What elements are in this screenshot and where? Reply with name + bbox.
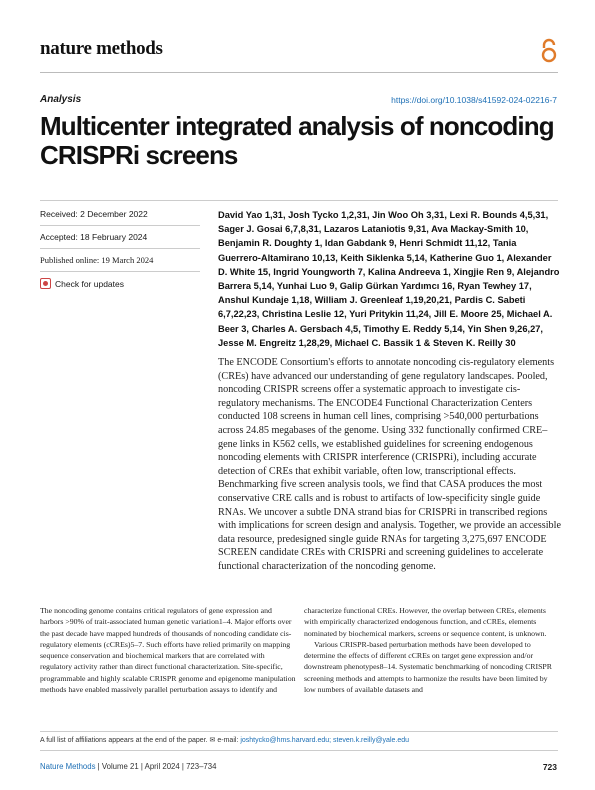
body-paragraph: Various CRISPR-based perturbation methods have been developed to determine the effects of different cCREs on target gene expression and/or downstream phenotypes8–14. Systematic benchmarking of noncoding CRISPR screening methods and attempts to harmonize the results have been limited by low numbers of available datasets and [304, 639, 552, 695]
affiliations-footnote [40, 736, 409, 744]
email-links[interactable]: joshtycko@hms.harvard.edu; steven.k.reilly@yale.edu [240, 737, 410, 744]
citation-line [40, 762, 216, 771]
body-column-right [304, 605, 560, 695]
dates-divider [40, 200, 558, 201]
check-updates-icon [40, 278, 51, 289]
citation-details: | Volume 21 | April 2024 | 723–734 [95, 762, 217, 771]
footnote-divider [40, 731, 558, 732]
check-updates-label: Check for updates [55, 278, 124, 289]
article-title: Multicenter integrated analysis of noncoding CRISPRi screens [40, 111, 554, 170]
abstract: The ENCODE Consortium's efforts to annotate noncoding cis-regulatory elements (CREs) have advanced our understanding of gene regulatory landscapes. Pooled, noncoding CRISPR screens offer a systematic approach to investigate cis-regulatory mechanisms. The ENCODE4 Functional Characterization Centers conducted 108 screens in human cell lines, comprising >540,000 perturbations across 24.85 megabases of the genome. Using 332 functionally confirmed CRE–gene links in K562 cells, we established guidelines for screening endogenous noncoding elements with CRISPR interference (CRISPRi), including accurate detection of CREs that exhibit variable, often low, transcriptional effects. Benchmarking five screen analysis tools, we find that CASA produces the most conservative CRE calls and is robust to artifacts of low-specificity single guide RNAs. We uncover a subtle DNA strand bias for CRISPRi in transcribed regions with implications for screen design and analysis. Together, we provide an accessible data resource, predesigned single guide RNAs for targeting 3,275,697 ENCODE SCREEN candidate CREs with CRISPRi and screening guidelines to accelerate functional characterization of the noncoding genome. [218, 357, 561, 572]
body-paragraph: characterize functional CREs. However, the overlap between CREs, elements with empirically characterized endogenous function, and cCREs, elements nominated by biochemical markers, screens or sequence content, is unknown. [304, 606, 547, 638]
article-dates [40, 209, 200, 289]
body-column-left [40, 605, 296, 695]
body-paragraph: The noncoding genome contains critical regulators of gene expression and harbors >90% of trait-associated human genetic variation1–4. Major efforts over the past decade have mapped hundreds of thousands of noncoding candidate cis-regulatory elements (cCREs)5–7. Such efforts have relied primarily on mapping sequence conservation and biochemical markers that are correlated with regulatory activity rather than direct functional characterization. Site-specific, programmable and highly scalable CRISPR genome and epigenome manipulation methods have enabled massively parallel perturbation assays to identify and [40, 606, 296, 695]
footer-divider [40, 750, 558, 751]
check-for-updates-button[interactable] [40, 278, 200, 289]
header-divider [40, 72, 558, 73]
email-label: e-mail: [217, 737, 239, 744]
received-date: Received: 2 December 2022 [40, 209, 148, 219]
article-type: Analysis [40, 94, 82, 105]
published-date: Published online: 19 March 2024 [40, 255, 154, 265]
accepted-date: Accepted: 18 February 2024 [40, 232, 148, 242]
footnote-text: A full list of affiliations appears at the end of the paper. [40, 737, 208, 744]
journal-name: nature methods [40, 38, 163, 59]
doi-link[interactable]: https://doi.org/10.1038/s41592-024-02216-7 [391, 95, 557, 105]
citation-journal[interactable]: Nature Methods [40, 762, 96, 771]
author-list: David Yao 1,31, Josh Tycko 1,2,31, Jin Woo Oh 3,31, Lexi R. Bounds 4,5,31, Sager J. Gosai 6,7,8,31, Lazaros Lataniotis 9,31, Ava Mackay-Smith 10, Benjamin R. Doughty 1, Idan Gabdank 9, Henri Schmidt 11,12, Tania Guerrero-Altamirano 10,13, Keith Siklenka 5,14, Katherine Guo 1, Alexander D. White 15, Ingrid Youngworth 7, Kalina Andreeva 1, Xingjie Ren 9, Alejandro Barrera 5,14, Yunhai Luo 9, Galip Gürkan Yardımcı 16, Ryan Tewhey 17, Anshul Kundaje 1,18, William J. Greenleaf 1,19,20,21, Pardis C. Sabeti 6,7,22,23, Christina Leslie 12, Yuri Pritykin 11,24, Jill E. Moore 25, Michael A. Beer 3, Charles A. Gersbach 4,5, Timothy E. Reddy 5,14, Yin Shen 9,26,27, Jesse M. Engreitz 1,28,29, Michael C. Bassik 1 & Steven K. Reilly 30 [218, 210, 560, 348]
open-access-icon [540, 38, 558, 64]
email-icon: ✉ [209, 737, 216, 744]
page-number: 723 [542, 762, 557, 772]
